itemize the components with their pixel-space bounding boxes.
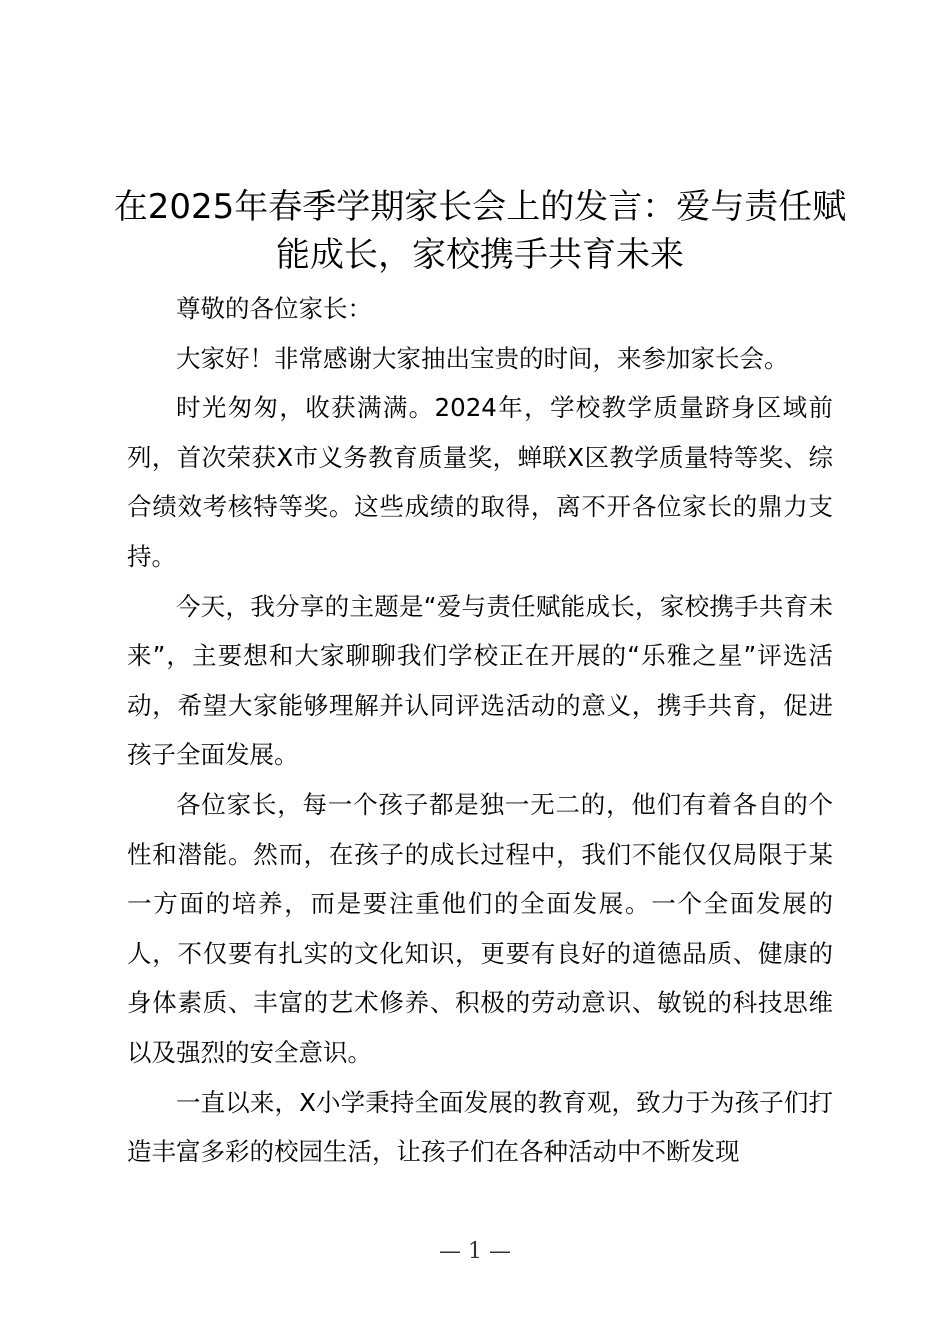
school-paragraph: 一直以来，X小学秉持全面发展的教育观，致力于为孩子们打造丰富多彩的校园生活，让孩子们在各种活动中不断发现 [127,1087,833,1167]
page-number: — 1 — [439,1239,511,1264]
theme-paragraph: 今天，我分享的主题是“爱与责任赋能成长，家校携手共育未来”，主要想和大家聊聊我们学校正在开展的“乐雅之星”评选活动，希望大家能够理解并认同评选活动的意义，携手共育，促进孩子全面发展。 [127,591,833,770]
document-title: 在2025年春季学期家长会上的发言：爱与责任赋能成长，家校携手共育未来 [113,187,847,275]
document-body [127,284,833,1177]
greeting-paragraph: 大家好！非常感谢大家抽出宝贵的时间，来参加家长会。 [176,343,789,373]
development-paragraph: 各位家长，每一个孩子都是独一无二的，他们有着各自的个性和潜能。然而，在孩子的成长过程中，我们不能仅仅局限于某一方面的培养，而是要注重他们的全面发展。一个全面发展的人，不仅要有扎实的文化知识，更要有良好的道德品质、健康的身体素质、丰富的艺术修养、积极的劳动意识、敏锐的科技思维以及强烈的安全意识。 [127,789,833,1067]
salutation-paragraph: 尊敬的各位家长： [176,294,372,323]
achievements-paragraph: 时光匆匆，收获满满。2024年，学校教学质量跻身区域前列，首次荣获X市义务教育质量奖，蝉联X区教学质量特等奖、综合绩效考核特等奖。这些成绩的取得，离不开各位家长的鼎力支持。 [127,393,833,571]
